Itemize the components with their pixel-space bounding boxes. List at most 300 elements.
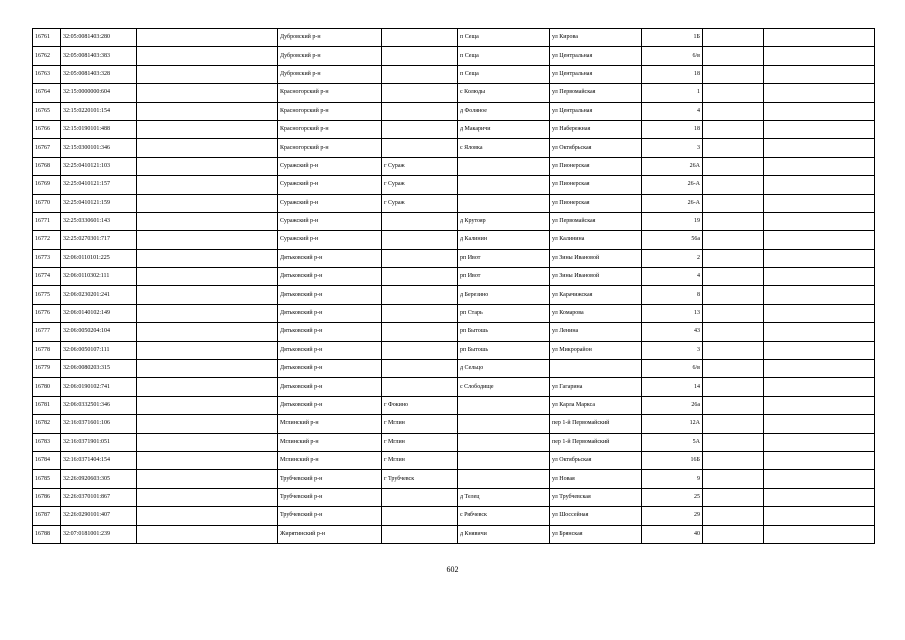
street-cell: ул Карла Маркса [550, 396, 642, 414]
cadastral-number-cell: 32:06:0230201:241 [61, 286, 137, 304]
row-number-cell: 16772 [33, 231, 61, 249]
cadastral-number-cell: 32:06:0080203:315 [61, 360, 137, 378]
district-cell: Дятьковский р-н [278, 249, 382, 267]
extra-cell-1 [703, 65, 764, 83]
blank-cell [137, 488, 278, 506]
extra-cell-2 [764, 47, 875, 65]
settlement-cell: с Рябчевск [458, 507, 550, 525]
extra-cell-2 [764, 157, 875, 175]
cadastral-number-cell: 32:06:0190102:741 [61, 378, 137, 396]
extra-cell-2 [764, 433, 875, 451]
extra-cell-2 [764, 360, 875, 378]
settlement-cell: д Сельцо [458, 360, 550, 378]
city-cell [382, 139, 458, 157]
table-row [33, 304, 875, 322]
extra-cell-1 [703, 323, 764, 341]
street-cell: ул Центральная [550, 102, 642, 120]
district-cell: Суражский р-н [278, 212, 382, 230]
settlement-cell: д Фоляное [458, 102, 550, 120]
district-cell: Мглинский р-н [278, 415, 382, 433]
city-cell [382, 29, 458, 47]
extra-cell-2 [764, 304, 875, 322]
street-cell: ул Пионерская [550, 157, 642, 175]
blank-cell [137, 470, 278, 488]
district-cell: Суражский р-н [278, 231, 382, 249]
city-cell [382, 212, 458, 230]
district-cell: Трубчевский р-н [278, 470, 382, 488]
extra-cell-1 [703, 139, 764, 157]
blank-cell [137, 194, 278, 212]
extra-cell-1 [703, 176, 764, 194]
blank-cell [137, 231, 278, 249]
district-cell: Дубровский р-н [278, 29, 382, 47]
settlement-cell [458, 176, 550, 194]
settlement-cell: п Сеща [458, 65, 550, 83]
cadastral-number-cell: 32:25:0270301:717 [61, 231, 137, 249]
row-number-cell: 16785 [33, 470, 61, 488]
house-number-cell: 1 [642, 84, 703, 102]
street-cell: ул Ленина [550, 323, 642, 341]
street-cell: ул Зины Ивановой [550, 249, 642, 267]
extra-cell-1 [703, 470, 764, 488]
settlement-cell: рп Бытошь [458, 323, 550, 341]
house-number-cell: 4 [642, 268, 703, 286]
row-number-cell: 16768 [33, 157, 61, 175]
cadastral-number-cell: 32:16:0371404:154 [61, 451, 137, 469]
extra-cell-1 [703, 488, 764, 506]
blank-cell [137, 268, 278, 286]
table-row [33, 525, 875, 543]
city-cell [382, 507, 458, 525]
settlement-cell [458, 415, 550, 433]
table-row [33, 341, 875, 359]
row-number-cell: 16783 [33, 433, 61, 451]
city-cell: г Мглин [382, 451, 458, 469]
house-number-cell: 5А [642, 433, 703, 451]
house-number-cell: 25 [642, 488, 703, 506]
blank-cell [137, 378, 278, 396]
house-number-cell: 26А [642, 157, 703, 175]
city-cell [382, 120, 458, 138]
cadastral-number-cell: 32:16:0371901:051 [61, 433, 137, 451]
extra-cell-2 [764, 212, 875, 230]
city-cell: г Трубчевск [382, 470, 458, 488]
settlement-cell: п Сеща [458, 47, 550, 65]
row-number-cell: 16766 [33, 120, 61, 138]
table-row [33, 378, 875, 396]
row-number-cell: 16784 [33, 451, 61, 469]
row-number-cell: 16779 [33, 360, 61, 378]
row-number-cell: 16787 [33, 507, 61, 525]
extra-cell-1 [703, 396, 764, 414]
cadastral-number-cell: 32:25:0410121:159 [61, 194, 137, 212]
street-cell: ул Шоссейная [550, 507, 642, 525]
blank-cell [137, 323, 278, 341]
extra-cell-1 [703, 415, 764, 433]
house-number-cell: 26а [642, 396, 703, 414]
blank-cell [137, 304, 278, 322]
district-cell: Трубчевский р-н [278, 488, 382, 506]
cadastral-number-cell: 32:05:0081403:280 [61, 29, 137, 47]
city-cell [382, 249, 458, 267]
house-number-cell: 56а [642, 231, 703, 249]
cadastral-number-cell: 32:05:0081403:383 [61, 47, 137, 65]
blank-cell [137, 139, 278, 157]
extra-cell-2 [764, 139, 875, 157]
row-number-cell: 16788 [33, 525, 61, 543]
cadastral-number-cell: 32:06:0332501:346 [61, 396, 137, 414]
cadastral-number-cell: 32:16:0371601:106 [61, 415, 137, 433]
city-cell [382, 488, 458, 506]
district-cell: Красногорский р-н [278, 120, 382, 138]
city-cell [382, 378, 458, 396]
row-number-cell: 16778 [33, 341, 61, 359]
city-cell: г Фокино [382, 396, 458, 414]
district-cell: Дятьковский р-н [278, 360, 382, 378]
house-number-cell: 9 [642, 470, 703, 488]
blank-cell [137, 415, 278, 433]
row-number-cell: 16765 [33, 102, 61, 120]
cadastral-number-cell: 32:06:0140102:149 [61, 304, 137, 322]
city-cell: г Мглин [382, 415, 458, 433]
page-number: 602 [446, 565, 459, 574]
city-cell [382, 341, 458, 359]
table-row [33, 396, 875, 414]
extra-cell-2 [764, 415, 875, 433]
district-cell: Суражский р-н [278, 194, 382, 212]
table-row [33, 231, 875, 249]
extra-cell-2 [764, 507, 875, 525]
city-cell [382, 65, 458, 83]
house-number-cell: 4 [642, 102, 703, 120]
extra-cell-1 [703, 525, 764, 543]
table-row [33, 360, 875, 378]
table-row [33, 29, 875, 47]
city-cell: г Мглин [382, 433, 458, 451]
table-row [33, 433, 875, 451]
settlement-cell [458, 396, 550, 414]
row-number-cell: 16781 [33, 396, 61, 414]
table-row [33, 268, 875, 286]
extra-cell-1 [703, 249, 764, 267]
extra-cell-1 [703, 157, 764, 175]
row-number-cell: 16770 [33, 194, 61, 212]
extra-cell-2 [764, 286, 875, 304]
cadastral-number-cell: 32:26:0370101:867 [61, 488, 137, 506]
table-row [33, 139, 875, 157]
blank-cell [137, 84, 278, 102]
extra-cell-2 [764, 488, 875, 506]
row-number-cell: 16775 [33, 286, 61, 304]
table-row [33, 249, 875, 267]
district-cell: Суражский р-н [278, 157, 382, 175]
city-cell [382, 286, 458, 304]
cadastral-number-cell: 32:05:0081403:328 [61, 65, 137, 83]
registry-sheet [32, 28, 874, 544]
settlement-cell [458, 433, 550, 451]
extra-cell-1 [703, 47, 764, 65]
house-number-cell: 18 [642, 65, 703, 83]
cadastral-number-cell: 32:06:0050204:104 [61, 323, 137, 341]
street-cell: ул Микрорайон [550, 341, 642, 359]
extra-cell-2 [764, 102, 875, 120]
cadastral-number-cell: 32:26:0920603:305 [61, 470, 137, 488]
district-cell: Дятьковский р-н [278, 286, 382, 304]
cadastral-number-cell: 32:06:0110101:225 [61, 249, 137, 267]
property-registry-table [32, 28, 875, 544]
settlement-cell: с Слободище [458, 378, 550, 396]
district-cell: Дятьковский р-н [278, 378, 382, 396]
settlement-cell: рп Ивот [458, 249, 550, 267]
blank-cell [137, 120, 278, 138]
settlement-cell: рп Бытошь [458, 341, 550, 359]
cadastral-number-cell: 32:15:0000000:604 [61, 84, 137, 102]
extra-cell-1 [703, 304, 764, 322]
street-cell [550, 360, 642, 378]
city-cell: г Сураж [382, 157, 458, 175]
house-number-cell: 16Б [642, 451, 703, 469]
district-cell: Дятьковский р-н [278, 341, 382, 359]
settlement-cell [458, 470, 550, 488]
house-number-cell: 19 [642, 212, 703, 230]
table-row [33, 194, 875, 212]
extra-cell-2 [764, 176, 875, 194]
blank-cell [137, 507, 278, 525]
district-cell: Трубчевский р-н [278, 507, 382, 525]
city-cell [382, 525, 458, 543]
street-cell: ул Пионерская [550, 176, 642, 194]
extra-cell-2 [764, 194, 875, 212]
cadastral-number-cell: 32:26:0290101:407 [61, 507, 137, 525]
street-cell: пер 1-й Первомайский [550, 433, 642, 451]
city-cell [382, 47, 458, 65]
row-number-cell: 16763 [33, 65, 61, 83]
house-number-cell: 6/в [642, 47, 703, 65]
extra-cell-1 [703, 507, 764, 525]
extra-cell-2 [764, 268, 875, 286]
settlement-cell: д Княвичи [458, 525, 550, 543]
district-cell: Суражский р-н [278, 176, 382, 194]
street-cell: пер 1-й Первомайский [550, 415, 642, 433]
settlement-cell: д Телец [458, 488, 550, 506]
extra-cell-2 [764, 231, 875, 249]
blank-cell [137, 176, 278, 194]
house-number-cell: 1Б [642, 29, 703, 47]
street-cell: ул Гагарина [550, 378, 642, 396]
street-cell: ул Центральная [550, 65, 642, 83]
street-cell: ул Брянская [550, 525, 642, 543]
row-number-cell: 16767 [33, 139, 61, 157]
extra-cell-2 [764, 396, 875, 414]
house-number-cell: 40 [642, 525, 703, 543]
street-cell: ул Первомайская [550, 84, 642, 102]
blank-cell [137, 525, 278, 543]
row-number-cell: 16764 [33, 84, 61, 102]
extra-cell-1 [703, 231, 764, 249]
blank-cell [137, 29, 278, 47]
city-cell: г Сураж [382, 194, 458, 212]
city-cell [382, 304, 458, 322]
cadastral-number-cell: 32:06:0110302:111 [61, 268, 137, 286]
extra-cell-1 [703, 341, 764, 359]
district-cell: Мглинский р-н [278, 451, 382, 469]
row-number-cell: 16762 [33, 47, 61, 65]
extra-cell-2 [764, 29, 875, 47]
district-cell: Дятьковский р-н [278, 323, 382, 341]
settlement-cell [458, 194, 550, 212]
extra-cell-1 [703, 433, 764, 451]
city-cell [382, 102, 458, 120]
settlement-cell: д Калинин [458, 231, 550, 249]
blank-cell [137, 396, 278, 414]
extra-cell-2 [764, 451, 875, 469]
street-cell: ул Зины Ивановой [550, 268, 642, 286]
blank-cell [137, 47, 278, 65]
district-cell: Дятьковский р-н [278, 304, 382, 322]
district-cell: Дятьковский р-н [278, 268, 382, 286]
extra-cell-1 [703, 194, 764, 212]
district-cell: Красногорский р-н [278, 139, 382, 157]
table-row [33, 120, 875, 138]
extra-cell-1 [703, 360, 764, 378]
city-cell [382, 84, 458, 102]
settlement-cell: д Макаричи [458, 120, 550, 138]
extra-cell-2 [764, 378, 875, 396]
city-cell: г Сураж [382, 176, 458, 194]
settlement-cell: д Крутояр [458, 212, 550, 230]
district-cell: Дятьковский р-н [278, 396, 382, 414]
district-cell: Дубровский р-н [278, 47, 382, 65]
city-cell [382, 323, 458, 341]
row-number-cell: 16771 [33, 212, 61, 230]
table-row [33, 451, 875, 469]
district-cell: Мглинский р-н [278, 433, 382, 451]
house-number-cell: 18 [642, 120, 703, 138]
extra-cell-1 [703, 120, 764, 138]
settlement-cell [458, 157, 550, 175]
cadastral-number-cell: 32:15:0190101:488 [61, 120, 137, 138]
extra-cell-1 [703, 29, 764, 47]
row-number-cell: 16774 [33, 268, 61, 286]
row-number-cell: 16780 [33, 378, 61, 396]
street-cell: ул Кирова [550, 29, 642, 47]
house-number-cell: 13 [642, 304, 703, 322]
extra-cell-2 [764, 470, 875, 488]
extra-cell-1 [703, 268, 764, 286]
street-cell: ул Комарова [550, 304, 642, 322]
row-number-cell: 16776 [33, 304, 61, 322]
city-cell [382, 360, 458, 378]
extra-cell-1 [703, 102, 764, 120]
settlement-cell [458, 451, 550, 469]
cadastral-number-cell: 32:15:0220101:154 [61, 102, 137, 120]
house-number-cell: 3 [642, 341, 703, 359]
table-row [33, 65, 875, 83]
table-row [33, 470, 875, 488]
street-cell: ул Октябрьская [550, 139, 642, 157]
table-row [33, 102, 875, 120]
settlement-cell: с Яловка [458, 139, 550, 157]
settlement-cell: п Сеща [458, 29, 550, 47]
blank-cell [137, 341, 278, 359]
settlement-cell: д Березино [458, 286, 550, 304]
street-cell: ул Пионерская [550, 194, 642, 212]
house-number-cell: 26-А [642, 176, 703, 194]
house-number-cell: 6/в [642, 360, 703, 378]
street-cell: ул Первомайская [550, 212, 642, 230]
blank-cell [137, 249, 278, 267]
cadastral-number-cell: 32:25:0410121:103 [61, 157, 137, 175]
street-cell: ул Набережная [550, 120, 642, 138]
table-row [33, 157, 875, 175]
row-number-cell: 16782 [33, 415, 61, 433]
blank-cell [137, 451, 278, 469]
house-number-cell: 8 [642, 286, 703, 304]
table-row [33, 415, 875, 433]
house-number-cell: 43 [642, 323, 703, 341]
street-cell: ул Центральная [550, 47, 642, 65]
district-cell: Дубровский р-н [278, 65, 382, 83]
street-cell: ул Новая [550, 470, 642, 488]
district-cell: Жирятинский р-н [278, 525, 382, 543]
table-row [33, 47, 875, 65]
row-number-cell: 16761 [33, 29, 61, 47]
extra-cell-1 [703, 84, 764, 102]
table-row [33, 84, 875, 102]
blank-cell [137, 212, 278, 230]
house-number-cell: 29 [642, 507, 703, 525]
cadastral-number-cell: 32:25:0410121:157 [61, 176, 137, 194]
extra-cell-2 [764, 84, 875, 102]
settlement-cell: с Колюды [458, 84, 550, 102]
cadastral-number-cell: 32:07:0181001:239 [61, 525, 137, 543]
blank-cell [137, 102, 278, 120]
table-row [33, 286, 875, 304]
extra-cell-1 [703, 378, 764, 396]
extra-cell-2 [764, 65, 875, 83]
table-body [33, 29, 875, 544]
table-row [33, 488, 875, 506]
house-number-cell: 12А [642, 415, 703, 433]
table-row [33, 212, 875, 230]
city-cell [382, 268, 458, 286]
extra-cell-2 [764, 120, 875, 138]
house-number-cell: 3 [642, 139, 703, 157]
row-number-cell: 16773 [33, 249, 61, 267]
extra-cell-2 [764, 249, 875, 267]
blank-cell [137, 286, 278, 304]
district-cell: Красногорский р-н [278, 102, 382, 120]
extra-cell-2 [764, 525, 875, 543]
row-number-cell: 16786 [33, 488, 61, 506]
house-number-cell: 2 [642, 249, 703, 267]
blank-cell [137, 65, 278, 83]
street-cell: ул Карачижская [550, 286, 642, 304]
street-cell: ул Трубчевская [550, 488, 642, 506]
table-row [33, 507, 875, 525]
table-row [33, 323, 875, 341]
cadastral-number-cell: 32:25:0330601:143 [61, 212, 137, 230]
house-number-cell: 14 [642, 378, 703, 396]
blank-cell [137, 157, 278, 175]
extra-cell-2 [764, 323, 875, 341]
settlement-cell: рп Старь [458, 304, 550, 322]
extra-cell-2 [764, 341, 875, 359]
district-cell: Красногорский р-н [278, 84, 382, 102]
city-cell [382, 231, 458, 249]
extra-cell-1 [703, 286, 764, 304]
street-cell: ул Калинина [550, 231, 642, 249]
